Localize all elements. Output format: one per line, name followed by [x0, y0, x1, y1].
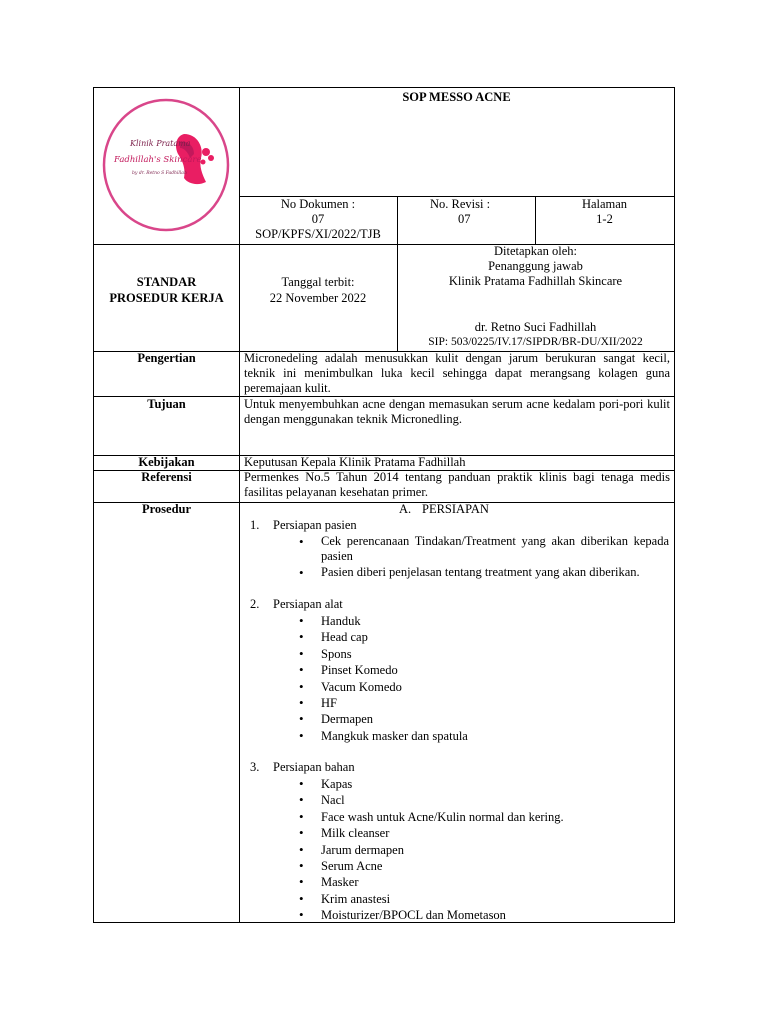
no-revisi-label: No. Revisi :	[430, 197, 491, 211]
tujuan-label: Tujuan	[147, 397, 186, 411]
list-item: • Pinset Komedo	[321, 662, 669, 678]
referensi-text: Permenkes No.5 Tahun 2014 tentang panduan praktik klinis bagi tenaga medis fasilitas pelayanan kesehatan primer.	[244, 470, 670, 499]
list-item: • Dermapen	[321, 711, 669, 727]
bullet-list	[321, 534, 669, 580]
list-item: • Head cap	[321, 629, 669, 645]
list-item: • Milk cleanser	[321, 825, 669, 841]
list-item: • Serum Acne	[321, 858, 669, 874]
list-item: • Cek perencanaan Tindakan/Treatment yang akan diberikan kepada pasien	[321, 534, 669, 564]
tanggal-terbit-label: Tanggal terbit:	[281, 275, 355, 289]
logo-line1: Klinik Pratama	[130, 139, 191, 148]
section-title: PERSIAPAN	[422, 502, 489, 516]
list-item: • Mangkuk masker dan spatula	[321, 728, 669, 744]
list-item: • Moisturizer/BPOCL dan Mometason	[321, 907, 669, 923]
list-item: • Handuk	[321, 613, 669, 629]
no-dokumen-label: No Dokumen :	[280, 197, 356, 211]
list-item: • Masker	[321, 874, 669, 890]
step-title: Persiapan bahan	[273, 760, 355, 774]
step-title: Persiapan pasien	[273, 518, 357, 532]
step-number: 1.	[250, 518, 260, 532]
klinik-name: Klinik Pratama Fadhillah Skincare	[448, 274, 623, 288]
ditetapkan-label: Ditetapkan oleh:	[494, 244, 577, 258]
doctor-name: dr. Retno Suci Fadhillah	[474, 320, 597, 334]
tujuan-text: Untuk menyembuhkan acne dengan memasukan serum acne kedalam pori-pori kulit dengan menggunakan teknik Micronedling.	[244, 397, 670, 426]
clinic-logo	[102, 98, 231, 232]
list-item: • Pasien diberi penjelasan tentang treatment yang akan diberikan.	[321, 565, 669, 580]
kebijakan-label: Kebijakan	[138, 455, 195, 469]
pengertian-label: Pengertian	[137, 351, 196, 365]
step-title: Persiapan alat	[273, 597, 343, 611]
kebijakan-text: Keputusan Kepala Klinik Pratama Fadhillah	[244, 455, 466, 469]
step-number: 3.	[250, 760, 260, 774]
sop-document	[93, 87, 675, 923]
standar-line2: PROSEDUR KERJA	[109, 291, 224, 305]
list-item: • Vacum Komedo	[321, 679, 669, 695]
no-dokumen-value: 07	[311, 212, 325, 226]
step-number: 2.	[250, 597, 260, 611]
list-item: • Jarum dermapen	[321, 842, 669, 858]
standar-line1: STANDAR	[136, 275, 197, 289]
pengertian-text: Micronedeling adalah menusukkan kulit dengan jarum berukuran sangat kecil, teknik ini menimbulkan luka kecil sehingga dapat merangsang kolagen guna peremajaan kulit.	[244, 351, 670, 395]
tanggal-terbit-value: 22 November 2022	[269, 291, 367, 305]
list-item: • HF	[321, 695, 669, 711]
no-revisi-value: 07	[458, 212, 471, 226]
list-item: • Nacl	[321, 792, 669, 808]
sip-number: SIP: 503/0225/IV.17/SIPDR/BR-DU/XII/2022	[428, 336, 643, 348]
logo-line3: by dr. Retno S Fadhillah	[132, 171, 187, 176]
penanggung-jawab: Penanggung jawab	[488, 259, 583, 273]
no-dokumen-code: SOP/KPFS/XI/2022/TJB	[255, 227, 381, 241]
halaman-value: 1-2	[596, 212, 613, 226]
bullet-list	[321, 613, 669, 744]
list-item: • Kapas	[321, 776, 669, 792]
bullet-list	[321, 776, 669, 924]
list-item: • Spons	[321, 646, 669, 662]
halaman-label: Halaman	[581, 197, 628, 211]
divider	[239, 351, 240, 923]
section-number: A.	[399, 502, 412, 516]
list-item: • Krim anastesi	[321, 891, 669, 907]
referensi-label: Referensi	[141, 470, 192, 484]
list-item: • Face wash untuk Acne/Kulin normal dan kering.	[321, 809, 669, 825]
logo-line2: Fadhillah's Skincare	[114, 155, 202, 165]
document-title: SOP MESSO ACNE	[402, 90, 511, 104]
prosedur-label: Prosedur	[141, 502, 192, 516]
